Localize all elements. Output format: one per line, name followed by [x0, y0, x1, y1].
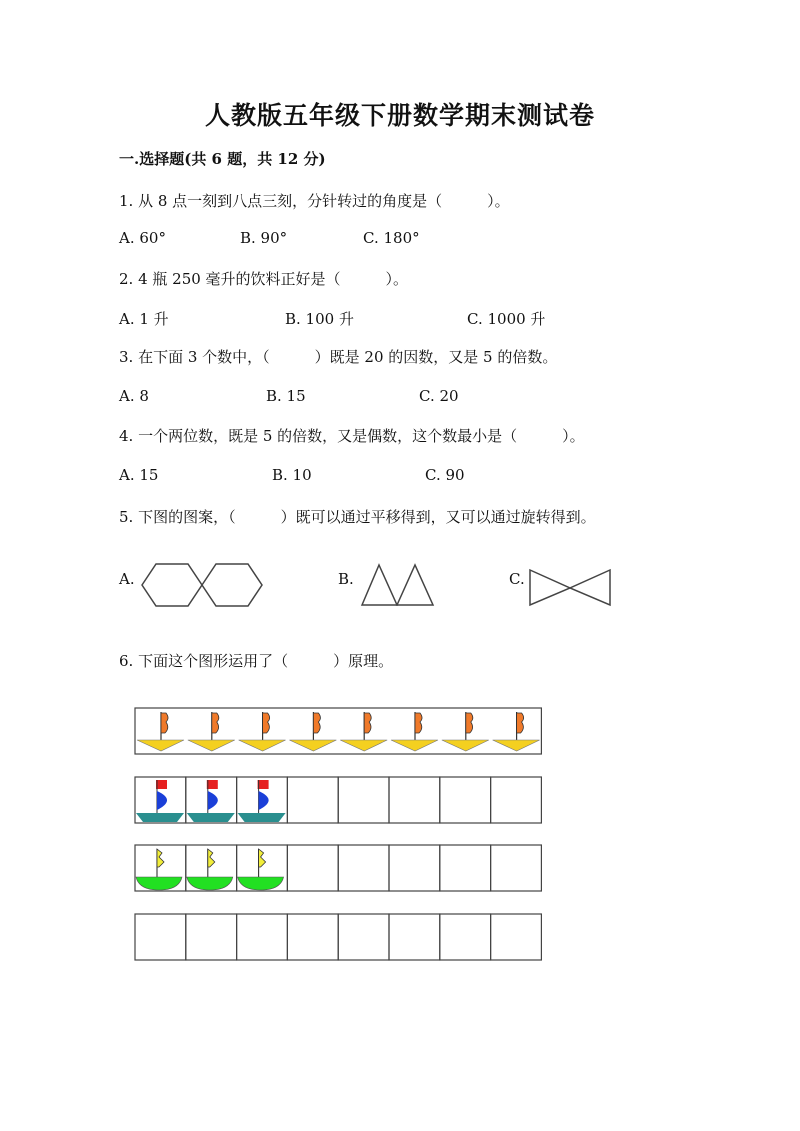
grid-cell	[287, 845, 338, 891]
red-flag	[156, 780, 167, 789]
boat-strip-row-1	[135, 708, 541, 754]
red-flag	[258, 780, 269, 789]
orange-flag	[415, 713, 422, 733]
double-triangle-figure	[360, 561, 438, 609]
green-boat-hull	[238, 877, 284, 890]
section-heading: 一.选择题(共 6 题，共 12 分)	[119, 150, 326, 168]
q1-option-a: A. 60°	[119, 229, 166, 247]
grid-cell	[338, 914, 389, 960]
question-5: 5. 下图的图案，（ ）既可以通过平移得到，又可以通过旋转得到。	[119, 508, 596, 526]
q3-option-c: C. 20	[419, 387, 459, 405]
question-4: 4. 一个两位数，既是 5 的倍数，又是偶数，这个数最小是（ ）。	[119, 427, 585, 445]
grid-cell	[237, 914, 288, 960]
teal-boat-hull	[187, 813, 235, 822]
grid-cell	[491, 845, 542, 891]
grid-cell	[389, 777, 440, 823]
teal-boat-hull	[136, 813, 184, 822]
grid-cell	[186, 914, 237, 960]
q3-option-b: B. 15	[266, 387, 306, 405]
yellow-boat-hull	[442, 740, 489, 751]
q1-option-c: C. 180°	[363, 229, 420, 247]
yellow-boat-hull	[188, 740, 235, 751]
question-6: 6. 下面这个图形运用了（ ）原理。	[119, 652, 394, 670]
question-1: 1. 从 8 点一刻到八点三刻，分针转过的角度是（ ）。	[119, 192, 510, 210]
q3-option-a: A. 8	[119, 387, 149, 405]
orange-flag	[263, 713, 270, 733]
yellow-boat-hull	[391, 740, 438, 751]
grid-cell	[287, 914, 338, 960]
orange-flag	[313, 713, 320, 733]
blue-sail	[157, 791, 167, 810]
orange-flag	[161, 713, 168, 733]
orange-flag	[212, 713, 219, 733]
question-2: 2. 4 瓶 250 毫升的饮料正好是（ ）。	[119, 270, 409, 288]
q5-option-b: B.	[338, 570, 354, 588]
green-boat-hull	[136, 877, 182, 890]
question-3: 3. 在下面 3 个数中，（ ）既是 20 的因数，又是 5 的倍数。	[119, 348, 558, 366]
grid-cell	[440, 845, 491, 891]
orange-flag	[364, 713, 371, 733]
q4-option-a: A. 15	[119, 466, 159, 484]
yellow-boat-hull	[493, 740, 540, 751]
orange-flag	[517, 713, 524, 733]
red-flag	[207, 780, 218, 789]
orange-flag	[466, 713, 473, 733]
bowtie-figure	[528, 567, 612, 609]
grid-cell	[287, 777, 338, 823]
q1-option-b: B. 90°	[240, 229, 288, 247]
grid-cell	[491, 914, 542, 960]
q2-option-b: B. 100 升	[285, 310, 354, 328]
boat-translation-figure	[130, 700, 546, 966]
grid-cell	[491, 777, 542, 823]
grid-cell	[440, 914, 491, 960]
yellow-flag	[259, 849, 266, 867]
q5-option-a: A.	[119, 570, 135, 588]
grid-cell	[135, 914, 186, 960]
grid-cell	[440, 777, 491, 823]
grid-cell	[338, 777, 389, 823]
yellow-boat-hull	[289, 740, 336, 751]
grid-cell	[389, 914, 440, 960]
teal-boat-hull	[238, 813, 286, 822]
yellow-boat-hull	[239, 740, 286, 751]
yellow-boat-hull	[340, 740, 387, 751]
blue-sail	[259, 791, 269, 810]
blue-sail	[208, 791, 218, 810]
green-boat-hull	[187, 877, 233, 890]
grid-cell	[389, 845, 440, 891]
page-title: 人教版五年级下册数学期末测试卷	[204, 101, 595, 130]
q5-option-c: C.	[509, 570, 525, 588]
yellow-flag	[208, 849, 215, 867]
q4-option-b: B. 10	[272, 466, 312, 484]
double-hexagon-figure	[140, 561, 268, 609]
q2-option-c: C. 1000 升	[467, 310, 546, 328]
yellow-boat-hull	[137, 740, 184, 751]
q4-option-c: C. 90	[425, 466, 465, 484]
yellow-flag	[157, 849, 164, 867]
q2-option-a: A. 1 升	[119, 310, 169, 328]
grid-cell	[338, 845, 389, 891]
